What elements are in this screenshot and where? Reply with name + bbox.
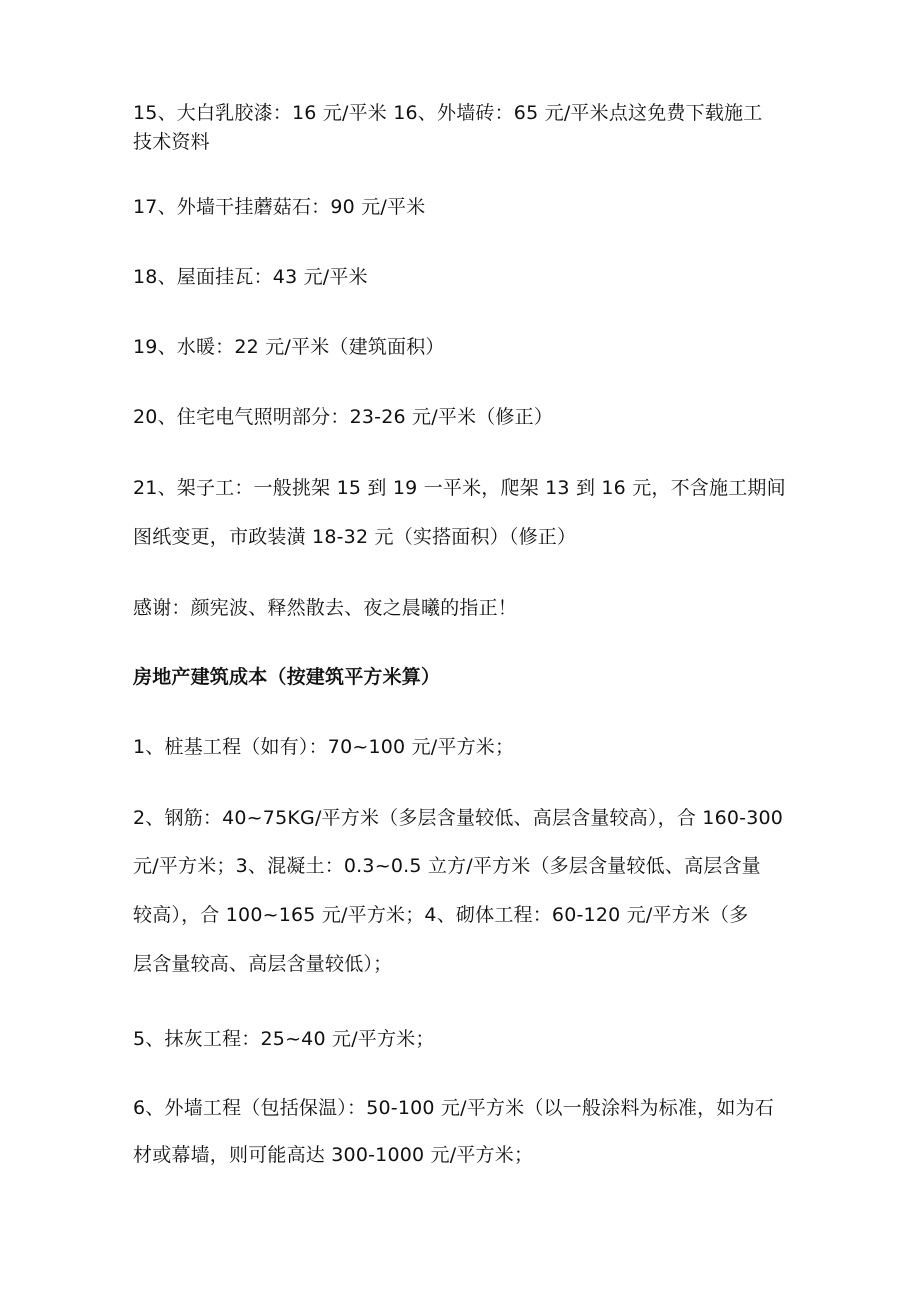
text-line-item-15-16: 15、大白乳胶漆：16 元/平米 16、外墙砖：65 元/平米点这免费下载施工 bbox=[133, 102, 763, 124]
text-line-item-21-cont: 图纸变更，市政装潢 18-32 元（实搭面积）（修正） bbox=[133, 526, 577, 548]
text-line-thanks: 感谢：颜宪波、释然散去、夜之晨曦的指正！ bbox=[133, 597, 518, 619]
text-line-cost-2: 2、钢筋：40~75KG/平方米（多层含量较低、高层含量较高），合 160-300 bbox=[133, 807, 784, 829]
text-line-item-20: 20、住宅电气照明部分：23-26 元/平米（修正） bbox=[133, 406, 554, 428]
section-heading: 房地产建筑成本（按建筑平方米算） bbox=[133, 666, 441, 688]
text-line-item-16-cont: 技术资料 bbox=[133, 131, 210, 153]
text-line-item-17: 17、外墙干挂蘑菇石：90 元/平米 bbox=[133, 196, 426, 218]
text-line-cost-2-3: 元/平方米；3、混凝土：0.3~0.5 立方/平方米（多层含量较低、高层含量 bbox=[133, 855, 761, 877]
text-line-item-19: 19、水暖：22 元/平米（建筑面积） bbox=[133, 336, 445, 358]
text-line-cost-5: 5、抹灰工程：25~40 元/平方米； bbox=[133, 1028, 435, 1050]
text-line-cost-4-cont: 层含量较高、高层含量较低）； bbox=[133, 953, 393, 975]
text-line-cost-3-4: 较高），合 100~165 元/平方米；4、砌体工程：60-120 元/平方米（多 bbox=[133, 904, 749, 926]
text-line-cost-6-cont: 材或幕墙，则可能高达 300-1000 元/平方米； bbox=[133, 1144, 534, 1166]
text-line-item-18: 18、屋面挂瓦：43 元/平米 bbox=[133, 266, 368, 288]
text-line-cost-6: 6、外墙工程（包括保温）：50-100 元/平方米（以一般涂料为标准，如为石 bbox=[133, 1097, 774, 1119]
text-line-item-21: 21、架子工：一般挑架 15 到 19 一平米，爬架 13 到 16 元，不含施工期间 bbox=[133, 477, 786, 499]
text-line-cost-1: 1、桩基工程（如有）：70~100 元/平方米； bbox=[133, 736, 515, 758]
